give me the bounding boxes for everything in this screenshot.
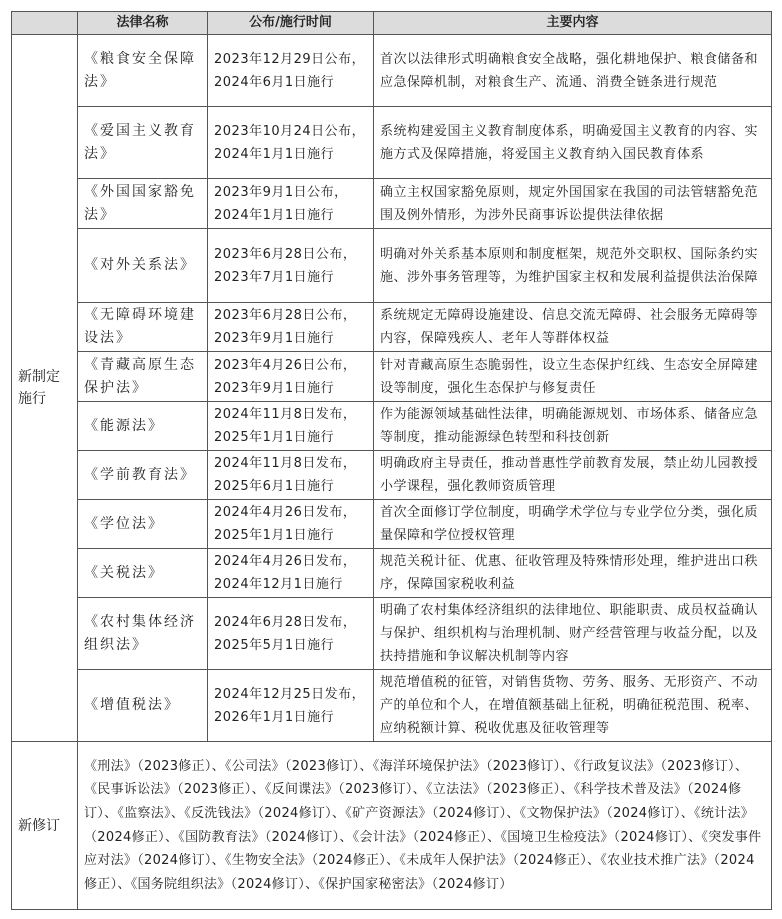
law-date: 2024年12月25日发布，2026年1月1日施行 [208, 670, 374, 742]
table-row [12, 229, 772, 303]
law-name: 《学位法》 [78, 500, 208, 549]
law-table [11, 11, 772, 910]
law-date: 2024年4月26日发布，2025年1月1日施行 [208, 500, 374, 549]
law-name: 《青藏高原生态保护法》 [78, 352, 208, 402]
law-content: 规范增值税的征管，对销售货物、劳务、服务、无形资产、不动产的单位和个人，在增值额基础上征税，明确征税范围、税率、应纳税额计算、税收优惠及征收管理等 [374, 670, 772, 742]
table-row [12, 670, 772, 742]
law-date: 2023年10月24日公布，2024年1月1日施行 [208, 107, 374, 179]
law-name: 《对外关系法》 [78, 229, 208, 303]
law-content: 作为能源领域基础性法律，明确能源规划、市场体系、储备应急等制度，推动能源绿色转型和科技创新 [374, 402, 772, 451]
law-name: 《农村集体经济组织法》 [78, 598, 208, 670]
law-date: 2024年6月28日发布，2025年5月1日施行 [208, 598, 374, 670]
law-name: 《能源法》 [78, 402, 208, 451]
law-content: 系统规定无障碍设施建设、信息交流无障碍、社会服务无障碍等内容，保障残疾人、老年人等群体权益 [374, 303, 772, 352]
law-content: 明确对外关系基本原则和制度框架，规范外交职权、国际条约实施、涉外事务管理等，为维护国家主权和发展利益提供法治保障 [374, 229, 772, 303]
law-name: 《增值税法》 [78, 670, 208, 742]
law-date: 2023年6月28日公布，2023年9月1日施行 [208, 303, 374, 352]
header-category [12, 12, 78, 35]
header-name: 法律名称 [78, 12, 208, 35]
law-content: 确立主权国家豁免原则，规定外国国家在我国的司法管辖豁免范围及例外情形，为涉外民商事诉讼提供法律依据 [374, 179, 772, 229]
table-row [12, 500, 772, 549]
law-date: 2023年9月1日公布，2024年1月1日施行 [208, 179, 374, 229]
revised-laws-list: 《刑法》（2023修正）、《公司法》（2023修订）、《海洋环境保护法》（2023修订）、《行政复议法》（2023修订）、《民事诉讼法》（2023修正）、《反间谍法》（2023修订）、《立法法》（2023修正）、《科学技术普及法》（2024修订）、《监察法》、《反洗钱法》（2024修订）、《矿产资源法》（2024修订）、《文物保护法》（2024修订）、《统计法》（2024修正）、《国防教育法》（2024修订）、《会计法》（2024修正）、《国境卫生检疫法》（2024修订）、《突发事件应对法》（2024修订）、《生物安全法》（2024修正）、《未成年人保护法》（2024修正）、《农业技术推广法》（2024修正）、《国务院组织法》（2024修订）、《保护国家秘密法》（2024修订） [78, 742, 772, 910]
table-row [12, 402, 772, 451]
law-name: 《粮食安全保障法》 [78, 35, 208, 107]
law-name: 《爱国主义教育法》 [78, 107, 208, 179]
table-row [12, 179, 772, 229]
law-name: 《关税法》 [78, 549, 208, 598]
law-name: 《无障碍环境建设法》 [78, 303, 208, 352]
table-row [12, 598, 772, 670]
law-content: 首次以法律形式明确粮食安全战略，强化耕地保护、粮食储备和应急保障机制，对粮食生产、流通、消费全链条进行规范 [374, 35, 772, 107]
law-content: 明确政府主导责任，推动普惠性学前教育发展，禁止幼儿园教授小学课程，强化教师资质管理 [374, 451, 772, 500]
law-date: 2023年12月29日公布，2024年6月1日施行 [208, 35, 374, 107]
revised-row [12, 742, 772, 910]
table-row [12, 35, 772, 107]
law-content: 规范关税计征、优惠、征收管理及特殊情形处理，维护进出口秩序，保障国家税收利益 [374, 549, 772, 598]
table-row [12, 451, 772, 500]
law-date: 2023年4月26日公布，2023年9月1日施行 [208, 352, 374, 402]
table-row [12, 303, 772, 352]
header-date: 公布/施行时间 [208, 12, 374, 35]
category-new: 新制定施行 [12, 35, 78, 742]
law-date: 2024年11月8日发布，2025年1月1日施行 [208, 402, 374, 451]
law-date: 2024年4月26日发布，2024年12月1日施行 [208, 549, 374, 598]
table-row [12, 549, 772, 598]
category-revised: 新修订 [12, 742, 78, 910]
law-content: 针对青藏高原生态脆弱性，设立生态保护红线、生态安全屏障建设等制度，强化生态保护与修复责任 [374, 352, 772, 402]
law-date: 2023年6月28日公布，2023年7月1日施行 [208, 229, 374, 303]
law-content: 系统构建爱国主义教育制度体系，明确爱国主义教育的内容、实施方式及保障措施，将爱国主义教育纳入国民教育体系 [374, 107, 772, 179]
table-row [12, 107, 772, 179]
law-name: 《外国国家豁免法》 [78, 179, 208, 229]
law-name: 《学前教育法》 [78, 451, 208, 500]
law-content: 明确了农村集体经济组织的法律地位、职能职责、成员权益确认与保护、组织机构与治理机制、财产经营管理与收益分配，以及扶持措施和争议解决机制等内容 [374, 598, 772, 670]
header-content: 主要内容 [374, 12, 772, 35]
law-date: 2024年11月8日发布，2025年6月1日施行 [208, 451, 374, 500]
law-content: 首次全面修订学位制度，明确学术学位与专业学位分类，强化质量保障和学位授权管理 [374, 500, 772, 549]
table-row [12, 352, 772, 402]
header-row [12, 12, 772, 35]
